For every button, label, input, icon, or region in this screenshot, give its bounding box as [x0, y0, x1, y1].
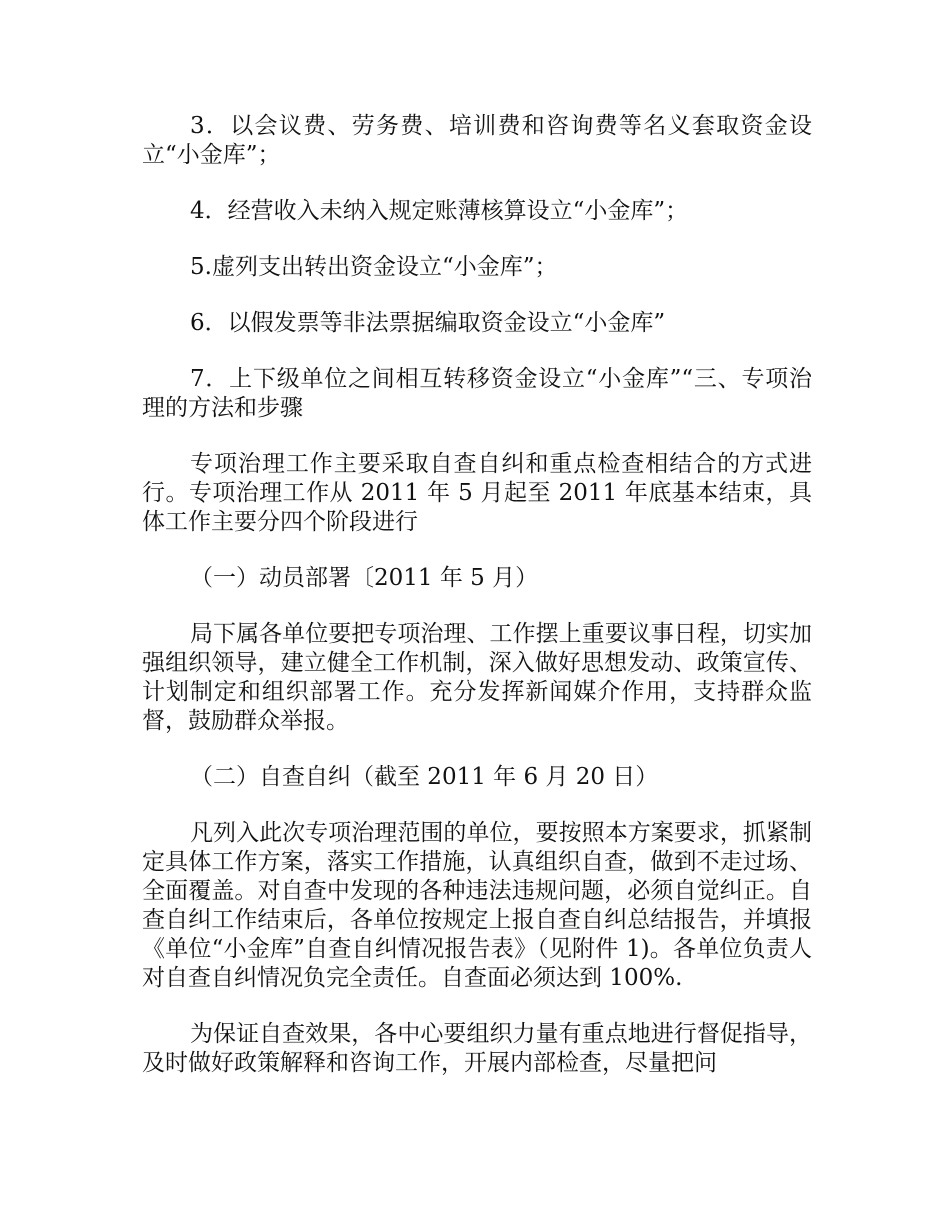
list-item-3: 3．以会议费、劳务费、培训费和咨询费等名义套取资金设立“小金库”； — [142, 113, 812, 168]
document-body — [142, 112, 812, 1105]
section-heading-2: （二）自查自纠（截至 2011 年 6 月 20 日） — [190, 764, 659, 790]
list-item-4: 4．经营收入未纳入规定账薄核算设立“小金库”； — [190, 198, 689, 224]
list-item-7: 7．上下级单位之间相互转移资金设立“小金库”“三、专项治理的方法和步骤 — [142, 366, 812, 421]
section-1-paragraph: 局下属各单位要把专项治理、工作摆上重要议事日程，切实加强组织领导，建立健全工作机制，深入做好思想发动、政策宣传、计划制定和组织部署工作。充分发挥新闻媒介作用，支持群众监督，鼓励群众举报。 — [142, 621, 812, 734]
list-item-5: 5.虚列支出转出资金设立“小金库”； — [190, 254, 558, 280]
section-heading-1: （一）动员部署〔2011 年 5 月） — [190, 565, 539, 591]
section-2-paragraph-2: 为保证自查效果，各中心要组织力量有重点地进行督促指导，及时做好政策解释和咨询工作，开展内部检查，尽量把问 — [142, 1021, 812, 1076]
section-2-paragraph: 凡列入此次专项治理范围的单位，要按照本方案要求，抓紧制定具体工作方案，落实工作措施，认真组织自查，做到不走过场、全面覆盖。对自查中发现的各种违法违规问题，必须自觉纠正。自查自纠工作结束后，各单位按规定上报自查自纠总结报告，并填报《单位“小金库”自查自纠情况报告表》（见附件 1)。各单位负责人对自查自纠情况负完全责任。自查面必须达到 100%. — [142, 820, 812, 991]
list-item-6: 6．以假发票等非法票据编取资金设立“小金库” — [190, 310, 666, 336]
intro-paragraph: 专项治理工作主要采取自查自纠和重点检查相结合的方式进行。专项治理工作从 2011 年 5 月起至 2011 年底基本结束，具体工作主要分四个阶段进行 — [142, 451, 812, 535]
